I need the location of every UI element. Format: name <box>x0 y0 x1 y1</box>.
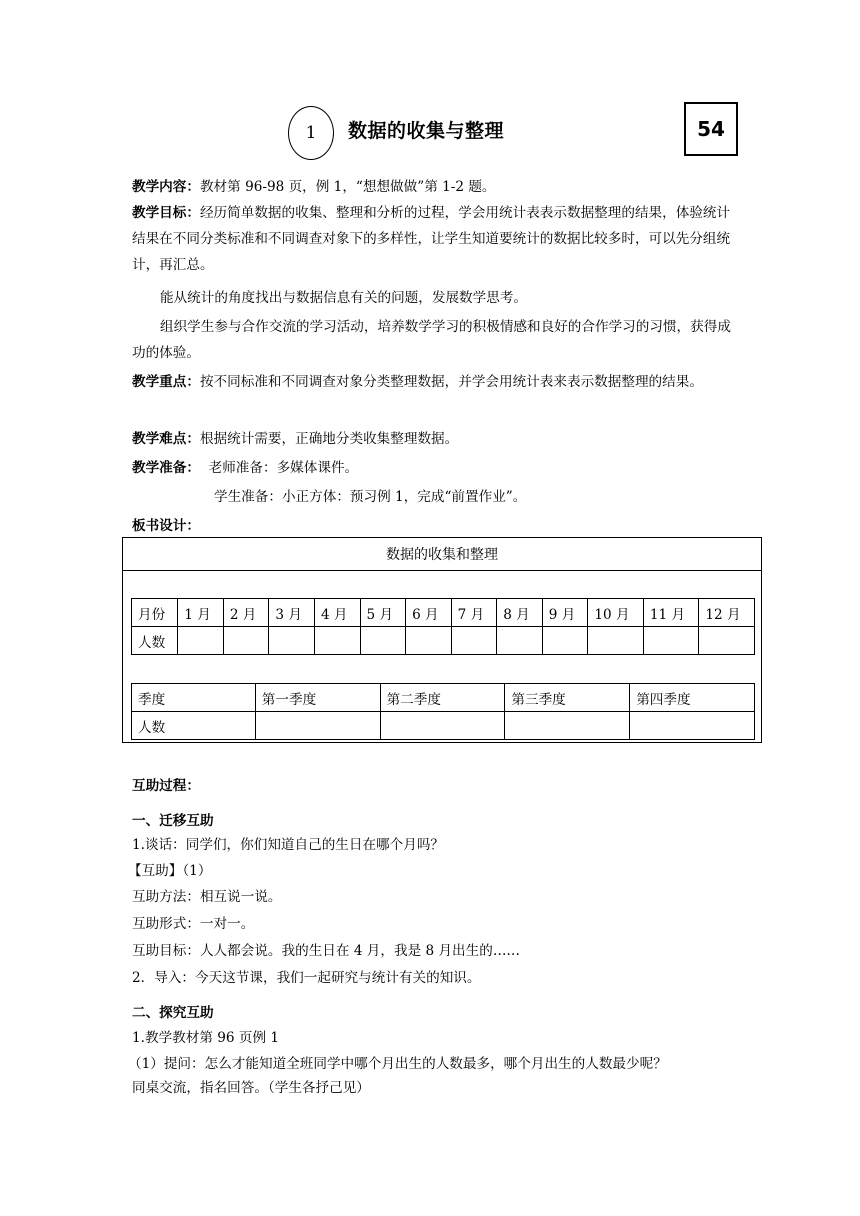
count-cell <box>406 627 452 655</box>
goal-text-3: 组织学生参与合作交流的学习活动，培养数学学习的积极情感和良好的合作学习的习惯，获得成功的体验。 <box>132 319 731 361</box>
goal-text-1: 经历简单数据的收集、整理和分析的过程，学会用统计表表示数据整理的结果，体验统计结果在不同分类标准和不同调查对象下的多样性，让学生知道要统计的数据比较多时，可以先分组统计，再汇总。 <box>132 205 731 273</box>
quarter-table <box>131 683 755 740</box>
teaching-content <box>132 174 738 200</box>
month-cell: 1 月 <box>178 599 224 627</box>
process-line: 1.教学教材第 96 页例 1 <box>132 1030 280 1046</box>
month-cell: 8 月 <box>497 599 543 627</box>
teaching-prep <box>132 455 738 481</box>
goal-text-2: 能从统计的角度找出与数据信息有关的问题，发展数学思考。 <box>160 290 528 306</box>
process-line: 互助目标：人人都会说。我的生日在 4 月，我是 8 月出生的…… <box>132 943 521 959</box>
count-cell <box>451 627 497 655</box>
process-line: 2．导入：今天这节课，我们一起研究与统计有关的知识。 <box>132 970 481 986</box>
count-cell <box>699 627 755 655</box>
process-line: 互助形式：一对一。 <box>132 916 255 932</box>
count-cell <box>360 627 406 655</box>
count-cell <box>380 712 505 740</box>
month-table <box>131 598 755 655</box>
count-cell <box>643 627 699 655</box>
prep-teacher: 老师准备：多媒体课件。 <box>208 460 359 476</box>
process-line: 【互助】（1） <box>128 863 212 879</box>
quarter-header: 季度 <box>132 684 256 712</box>
month-cell: 5 月 <box>360 599 406 627</box>
process-line: 1.谈话：同学们，你们知道自己的生日在哪个月吗？ <box>132 837 445 853</box>
difficulty-text: 根据统计需要，正确地分类收集整理数据。 <box>199 431 459 447</box>
month-cell: 11 月 <box>643 599 699 627</box>
section-2-heading: 二、探究互助 <box>132 1005 214 1021</box>
quarter-cell: 第二季度 <box>380 684 505 712</box>
teaching-difficulty <box>132 426 738 452</box>
month-header: 月份 <box>132 599 178 627</box>
lesson-number: 1 <box>305 123 317 143</box>
count-cell <box>314 627 360 655</box>
process-line: 同桌交流，指名回答。（学生各抒己见） <box>132 1080 370 1096</box>
month-cell: 6 月 <box>406 599 452 627</box>
count-cell <box>505 712 630 740</box>
count-cell <box>542 627 588 655</box>
page-title: 数据的收集与整理 <box>348 120 505 142</box>
content-label: 教学内容： <box>132 179 200 195</box>
process-heading: 互助过程： <box>132 778 200 794</box>
table-row <box>132 684 755 712</box>
page-number: 54 <box>697 117 725 141</box>
process-line: （1）提问：怎么才能知道全班同学中哪个月出生的人数最多，哪个月出生的人数最少呢？ <box>128 1056 667 1072</box>
count-cell <box>630 712 755 740</box>
section-1-heading: 一、迁移互助 <box>132 813 214 829</box>
board-design-label: 板书设计： <box>132 518 200 534</box>
table-row <box>132 599 755 627</box>
count-cell <box>255 712 380 740</box>
month-cell: 10 月 <box>588 599 644 627</box>
count-cell <box>223 627 269 655</box>
month-cell: 9 月 <box>542 599 588 627</box>
difficulty-label: 教学难点： <box>132 431 200 447</box>
count-cell <box>178 627 224 655</box>
count-label: 人数 <box>132 627 178 655</box>
table-row <box>132 712 755 740</box>
count-cell <box>588 627 644 655</box>
count-cell <box>497 627 543 655</box>
process-line: 互助方法：相互说一说。 <box>132 889 282 905</box>
month-cell: 7 月 <box>451 599 497 627</box>
count-label: 人数 <box>132 712 256 740</box>
goal-label: 教学目标： <box>132 205 200 221</box>
month-cell: 4 月 <box>314 599 360 627</box>
key-label: 教学重点： <box>132 374 200 390</box>
month-cell: 12 月 <box>699 599 755 627</box>
quarter-cell: 第四季度 <box>630 684 755 712</box>
prep-label: 教学准备： <box>132 460 200 476</box>
teaching-goal <box>132 200 738 278</box>
board-title: 数据的收集和整理 <box>386 547 498 563</box>
quarter-cell: 第一季度 <box>255 684 380 712</box>
lesson-number-circle <box>288 106 334 160</box>
content-text: 教材第 96-98 页，例 1，“想想做做”第 1-2 题。 <box>199 179 496 195</box>
board-design <box>122 537 762 743</box>
month-cell: 3 月 <box>269 599 315 627</box>
teaching-key <box>132 369 738 395</box>
count-cell <box>269 627 315 655</box>
quarter-cell: 第三季度 <box>505 684 630 712</box>
table-row <box>132 627 755 655</box>
board-divider <box>123 570 761 571</box>
page-number-box <box>684 102 738 156</box>
prep-student: 学生准备：小正方体：预习例 1，完成“前置作业”。 <box>214 489 527 505</box>
key-text: 按不同标准和不同调查对象分类整理数据，并学会用统计表来表示数据整理的结果。 <box>199 374 703 390</box>
month-cell: 2 月 <box>223 599 269 627</box>
